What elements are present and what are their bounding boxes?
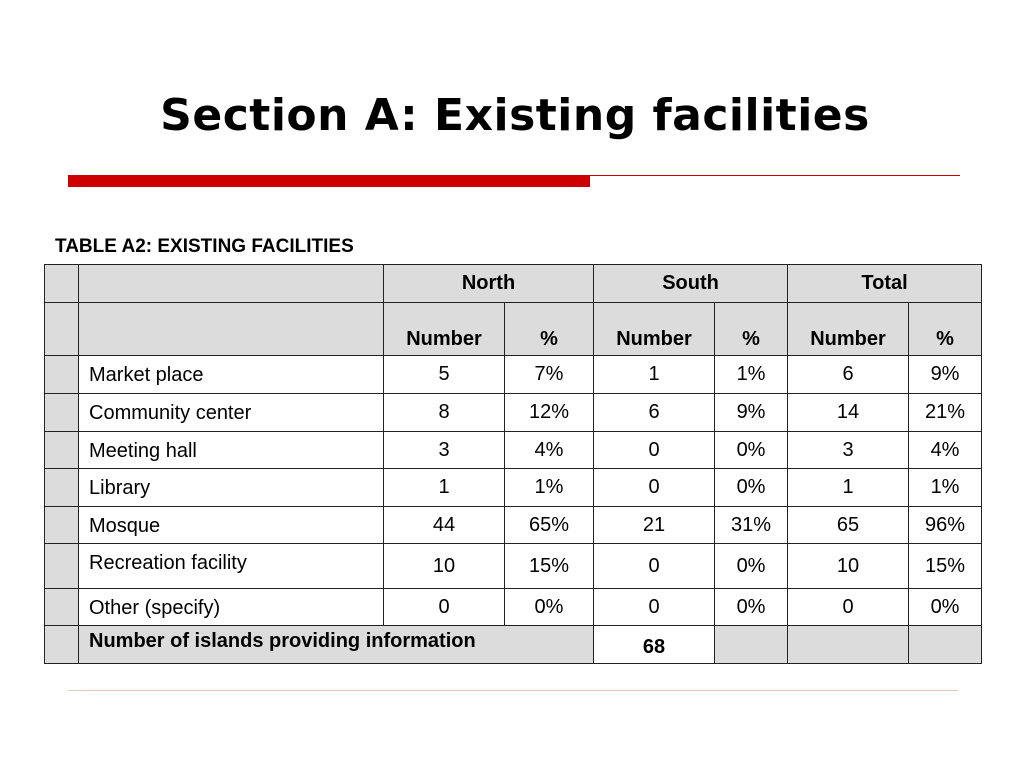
cell-south-percent: 0% — [715, 432, 788, 469]
cell-north-percent: 12% — [505, 394, 594, 432]
footer-value: 68 — [594, 626, 715, 664]
slide-title: Section A: Existing facilities — [160, 90, 870, 141]
cell-north-number: 5 — [384, 356, 505, 394]
cell-south-number: 0 — [594, 469, 715, 507]
footer-blank-cell — [715, 626, 788, 664]
row-marker-cell — [45, 544, 79, 589]
cell-total-percent: 96% — [909, 507, 982, 544]
cell-north-percent: 0% — [505, 589, 594, 626]
cell-north-number: 0 — [384, 589, 505, 626]
cell-south-number: 21 — [594, 507, 715, 544]
cell-south-percent: 0% — [715, 469, 788, 507]
cell-north-percent: 15% — [505, 544, 594, 589]
footer-blank-cell — [909, 626, 982, 664]
cell-south-number: 0 — [594, 432, 715, 469]
table-row — [45, 469, 982, 507]
header-blank-cell — [45, 303, 79, 356]
cell-south-number: 0 — [594, 589, 715, 626]
table-row — [45, 589, 982, 626]
row-label: Mosque — [79, 507, 384, 544]
cell-total-number: 0 — [788, 589, 909, 626]
cell-north-percent: 4% — [505, 432, 594, 469]
row-label: Market place — [79, 356, 384, 394]
cell-total-number: 14 — [788, 394, 909, 432]
cell-south-percent: 0% — [715, 589, 788, 626]
row-marker-cell — [45, 356, 79, 394]
subheader-south-percent: % — [715, 303, 788, 356]
table-row — [45, 544, 982, 589]
row-marker-cell — [45, 626, 79, 664]
table-row — [45, 507, 982, 544]
bottom-divider — [68, 690, 958, 691]
row-marker-cell — [45, 469, 79, 507]
header-blank-cell — [79, 303, 384, 356]
cell-north-number: 10 — [384, 544, 505, 589]
cell-south-number: 1 — [594, 356, 715, 394]
cell-north-number: 44 — [384, 507, 505, 544]
cell-total-percent: 21% — [909, 394, 982, 432]
cell-north-percent: 7% — [505, 356, 594, 394]
row-label: Other (specify) — [79, 589, 384, 626]
subheader-north-percent: % — [505, 303, 594, 356]
group-header-south: South — [594, 265, 788, 303]
group-header-total: Total — [788, 265, 982, 303]
row-label: Recreation facility — [79, 544, 384, 589]
row-marker-cell — [45, 432, 79, 469]
cell-total-percent: 9% — [909, 356, 982, 394]
cell-total-number: 6 — [788, 356, 909, 394]
group-header-north: North — [384, 265, 594, 303]
row-label: Library — [79, 469, 384, 507]
cell-south-percent: 0% — [715, 544, 788, 589]
title-underline-thin — [590, 175, 960, 176]
table-row — [45, 394, 982, 432]
cell-north-number: 8 — [384, 394, 505, 432]
header-blank-cell — [45, 265, 79, 303]
table-caption: TABLE A2: EXISTING FACILITIES — [55, 236, 354, 257]
row-marker-cell — [45, 507, 79, 544]
cell-total-number: 1 — [788, 469, 909, 507]
subheader-total-number: Number — [788, 303, 909, 356]
cell-total-percent: 15% — [909, 544, 982, 589]
cell-north-number: 1 — [384, 469, 505, 507]
cell-north-number: 3 — [384, 432, 505, 469]
row-marker-cell — [45, 589, 79, 626]
footer-row — [45, 626, 982, 664]
cell-north-percent: 65% — [505, 507, 594, 544]
cell-south-percent: 31% — [715, 507, 788, 544]
facilities-table — [44, 264, 982, 664]
footer-blank-cell — [788, 626, 909, 664]
row-label: Community center — [79, 394, 384, 432]
group-header-row — [45, 265, 982, 303]
table-row — [45, 432, 982, 469]
title-underline-thick — [68, 175, 590, 187]
cell-total-number: 10 — [788, 544, 909, 589]
cell-north-percent: 1% — [505, 469, 594, 507]
cell-total-number: 3 — [788, 432, 909, 469]
cell-south-percent: 9% — [715, 394, 788, 432]
table-row — [45, 356, 982, 394]
subheader-total-percent: % — [909, 303, 982, 356]
cell-total-percent: 1% — [909, 469, 982, 507]
footer-label: Number of islands providing information — [79, 626, 594, 664]
subheader-row — [45, 303, 982, 356]
cell-south-percent: 1% — [715, 356, 788, 394]
subheader-south-number: Number — [594, 303, 715, 356]
cell-total-percent: 4% — [909, 432, 982, 469]
header-blank-cell — [79, 265, 384, 303]
row-label: Meeting hall — [79, 432, 384, 469]
cell-south-number: 6 — [594, 394, 715, 432]
cell-south-number: 0 — [594, 544, 715, 589]
cell-total-number: 65 — [788, 507, 909, 544]
cell-total-percent: 0% — [909, 589, 982, 626]
subheader-north-number: Number — [384, 303, 505, 356]
row-marker-cell — [45, 394, 79, 432]
